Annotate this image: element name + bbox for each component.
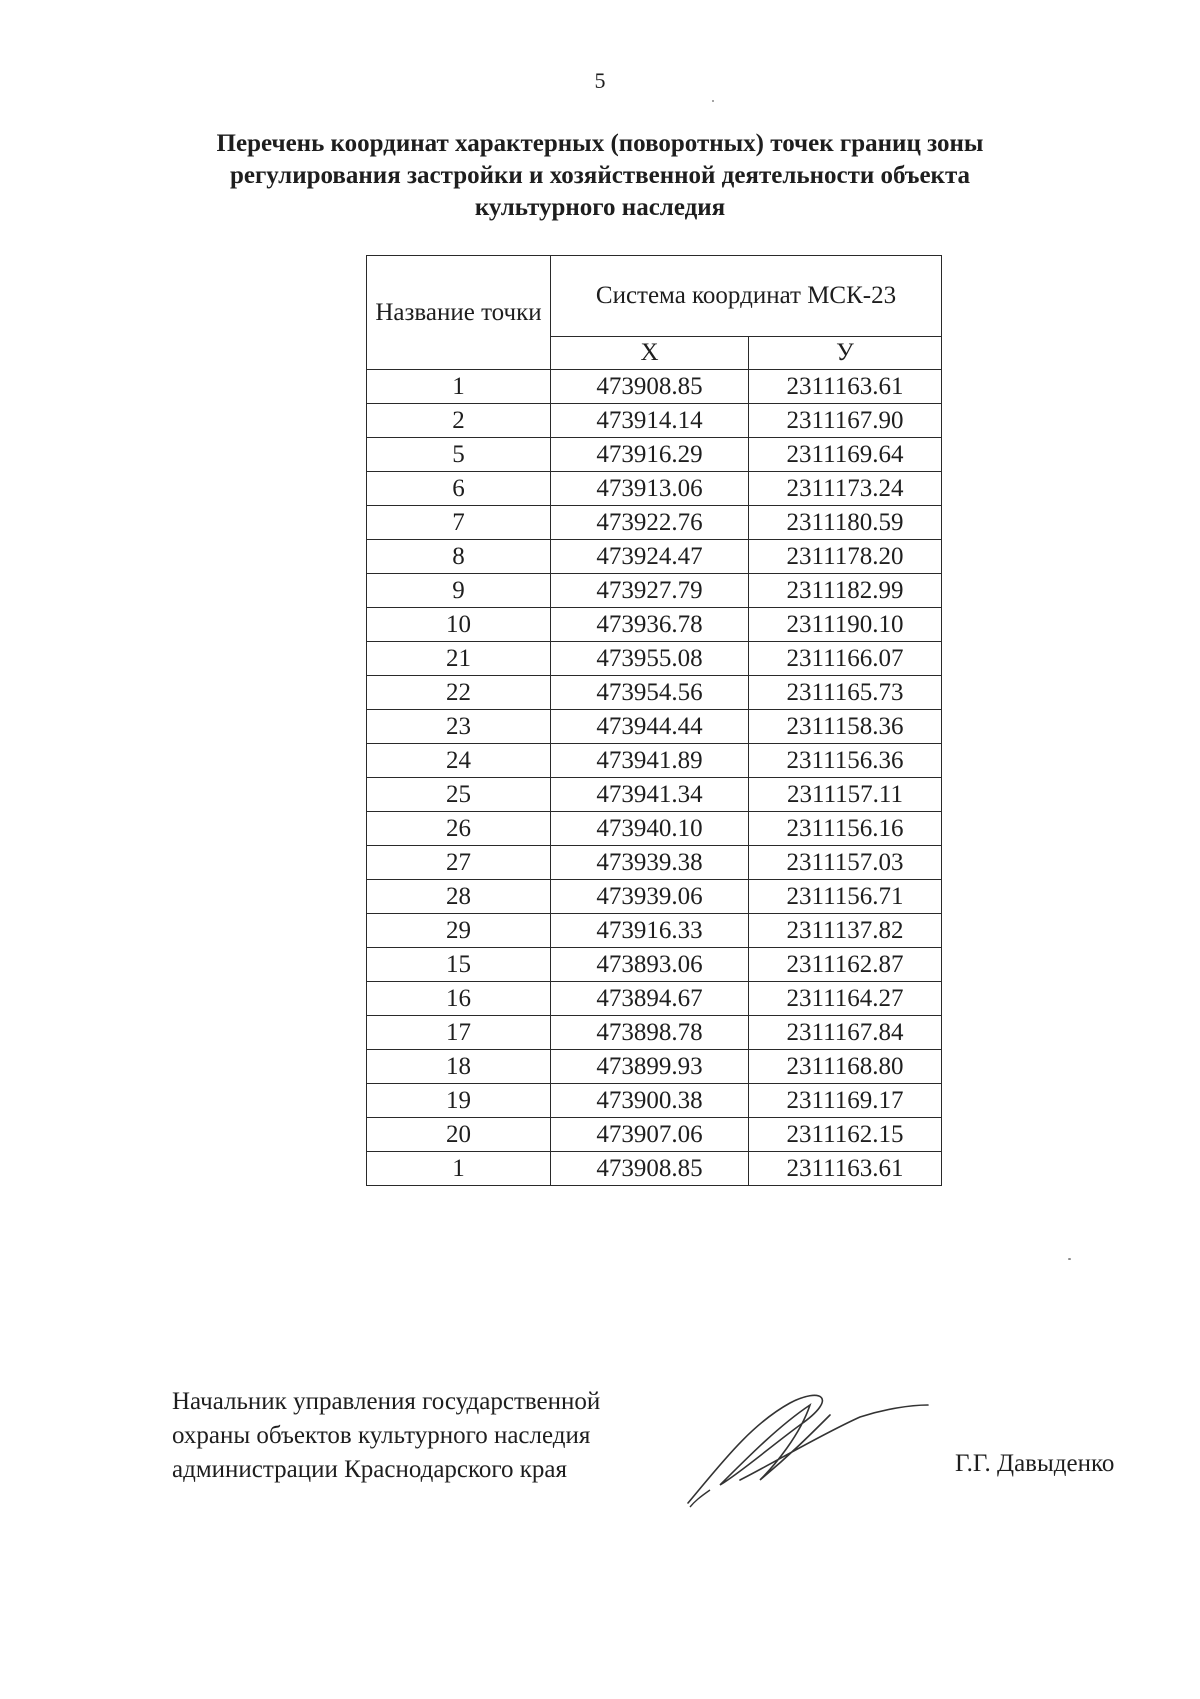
cell-y: 2311162.87: [749, 948, 942, 982]
cell-point-name: 28: [367, 880, 551, 914]
table-row: [367, 472, 942, 506]
cell-x: 473940.10: [551, 812, 749, 846]
table-row: [367, 1084, 942, 1118]
table-row: [367, 744, 942, 778]
cell-point-name: 23: [367, 710, 551, 744]
cell-y: 2311169.64: [749, 438, 942, 472]
cell-x: 473900.38: [551, 1084, 749, 1118]
cell-y: 2311169.17: [749, 1084, 942, 1118]
cell-point-name: 17: [367, 1016, 551, 1050]
table-row: [367, 914, 942, 948]
cell-x: 473944.44: [551, 710, 749, 744]
cell-y: 2311190.10: [749, 608, 942, 642]
cell-x: 473954.56: [551, 676, 749, 710]
cell-point-name: 29: [367, 914, 551, 948]
cell-x: 473936.78: [551, 608, 749, 642]
table-row: [367, 574, 942, 608]
cell-y: 2311167.84: [749, 1016, 942, 1050]
table-row: [367, 676, 942, 710]
cell-point-name: 21: [367, 642, 551, 676]
coordinates-table: [366, 255, 942, 1186]
cell-y: 2311165.73: [749, 676, 942, 710]
position-line-3: администрации Краснодарского края: [172, 1456, 568, 1483]
table-row: [367, 506, 942, 540]
cell-y: 2311163.61: [749, 370, 942, 404]
cell-y: 2311180.59: [749, 506, 942, 540]
cell-y: 2311167.90: [749, 404, 942, 438]
cell-y: 2311168.80: [749, 1050, 942, 1084]
cell-y: 2311137.82: [749, 914, 942, 948]
cell-x: 473927.79: [551, 574, 749, 608]
cell-x: 473922.76: [551, 506, 749, 540]
cell-x: 473908.85: [551, 370, 749, 404]
table-row: [367, 370, 942, 404]
cell-x: 473914.14: [551, 404, 749, 438]
table-row: [367, 710, 942, 744]
cell-point-name: 18: [367, 1050, 551, 1084]
cell-x: 473898.78: [551, 1016, 749, 1050]
cell-x: 473894.67: [551, 982, 749, 1016]
cell-y: 2311162.15: [749, 1118, 942, 1152]
cell-point-name: 26: [367, 812, 551, 846]
cell-y: 2311166.07: [749, 642, 942, 676]
title-line-1: Перечень координат характерных (поворотных) точек границ зоны: [216, 130, 984, 157]
cell-y: 2311156.36: [749, 744, 942, 778]
cell-point-name: 1: [367, 370, 551, 404]
handwritten-signature: [680, 1385, 930, 1510]
position-line-1: Начальник управления государственной: [172, 1388, 601, 1415]
cell-point-name: 1: [367, 1152, 551, 1186]
cell-x: 473941.89: [551, 744, 749, 778]
cell-y: 2311178.20: [749, 540, 942, 574]
table-row: [367, 438, 942, 472]
table-row: [367, 642, 942, 676]
cell-y: 2311164.27: [749, 982, 942, 1016]
table-row: [367, 880, 942, 914]
cell-point-name: 5: [367, 438, 551, 472]
cell-y: 2311182.99: [749, 574, 942, 608]
cell-point-name: 7: [367, 506, 551, 540]
cell-x: 473939.38: [551, 846, 749, 880]
cell-y: 2311156.71: [749, 880, 942, 914]
table-row: [367, 778, 942, 812]
cell-y: 2311158.36: [749, 710, 942, 744]
cell-point-name: 2: [367, 404, 551, 438]
cell-point-name: 15: [367, 948, 551, 982]
header-y: У: [749, 337, 942, 370]
cell-point-name: 25: [367, 778, 551, 812]
table-row: [367, 982, 942, 1016]
table-row: [367, 404, 942, 438]
cell-point-name: 16: [367, 982, 551, 1016]
cell-x: 473939.06: [551, 880, 749, 914]
table-row: [367, 1016, 942, 1050]
table-row: [367, 540, 942, 574]
cell-x: 473924.47: [551, 540, 749, 574]
cell-point-name: 27: [367, 846, 551, 880]
title-line-2: регулирования застройки и хозяйственной деятельности объекта: [229, 162, 971, 189]
table-row: [367, 1050, 942, 1084]
cell-x: 473916.29: [551, 438, 749, 472]
cell-point-name: 20: [367, 1118, 551, 1152]
cell-point-name: 9: [367, 574, 551, 608]
cell-x: 473907.06: [551, 1118, 749, 1152]
page-number: 5: [594, 68, 606, 93]
table-body: [367, 370, 942, 1186]
cell-y: 2311156.16: [749, 812, 942, 846]
header-coordinate-system: Система координат МСК-23: [551, 256, 942, 337]
cell-y: 2311163.61: [749, 1152, 942, 1186]
header-point-name: Название точки: [367, 256, 551, 370]
table-row: [367, 608, 942, 642]
scan-speck: [1068, 1258, 1071, 1260]
cell-x: 473916.33: [551, 914, 749, 948]
cell-x: 473913.06: [551, 472, 749, 506]
cell-point-name: 22: [367, 676, 551, 710]
cell-point-name: 8: [367, 540, 551, 574]
table-row: [367, 1118, 942, 1152]
title-line-3: культурного наследия: [474, 194, 726, 221]
cell-y: 2311157.03: [749, 846, 942, 880]
cell-x: 473908.85: [551, 1152, 749, 1186]
cell-point-name: 10: [367, 608, 551, 642]
cell-y: 2311157.11: [749, 778, 942, 812]
table-row: [367, 948, 942, 982]
cell-point-name: 24: [367, 744, 551, 778]
table-row: [367, 1152, 942, 1186]
cell-x: 473893.06: [551, 948, 749, 982]
cell-point-name: 19: [367, 1084, 551, 1118]
signatory-position: [172, 1385, 600, 1487]
cell-x: 473955.08: [551, 642, 749, 676]
cell-y: 2311173.24: [749, 472, 942, 506]
document-title: [150, 128, 1050, 224]
cell-point-name: 6: [367, 472, 551, 506]
signatory-name: Г.Г. Давыденко: [955, 1450, 1115, 1477]
position-line-2: охраны объектов культурного наследия: [172, 1422, 591, 1449]
table-row: [367, 846, 942, 880]
scan-speck: [712, 100, 714, 102]
cell-x: 473899.93: [551, 1050, 749, 1084]
cell-x: 473941.34: [551, 778, 749, 812]
table-row: [367, 812, 942, 846]
header-x: X: [551, 337, 749, 370]
